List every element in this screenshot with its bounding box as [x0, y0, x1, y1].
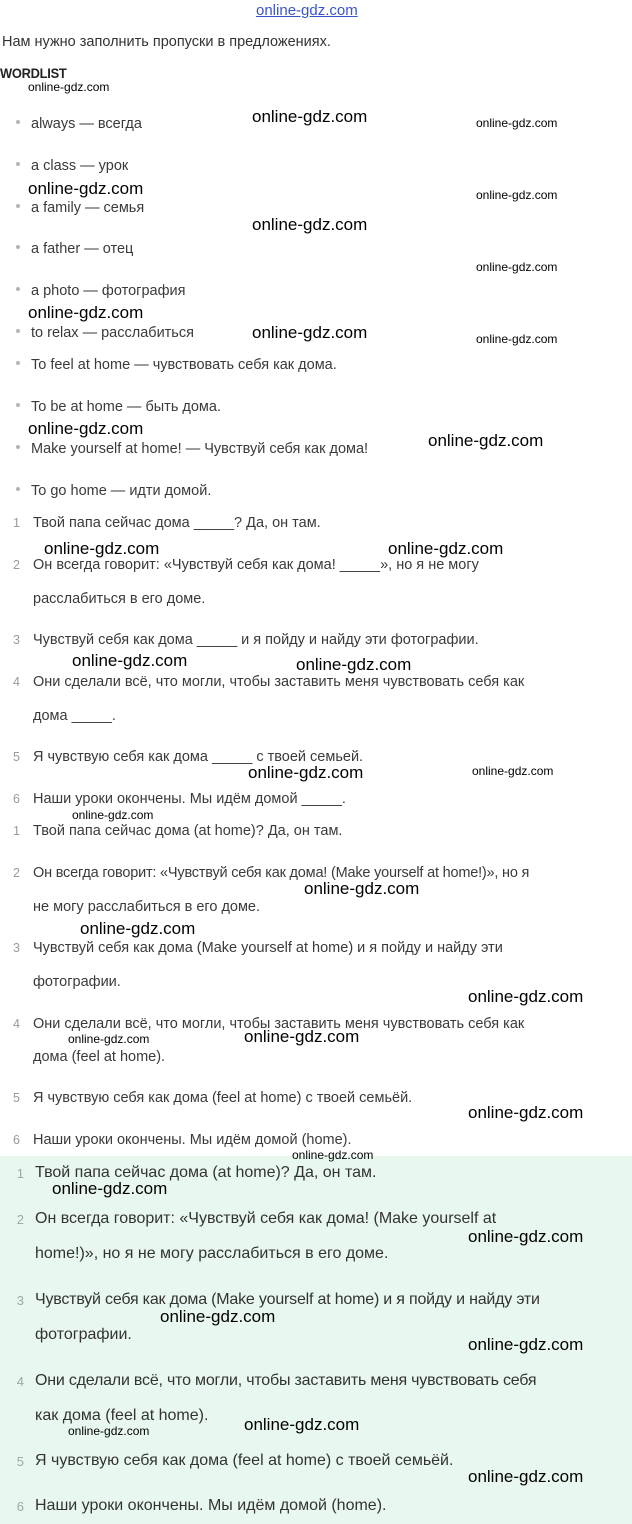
answer-line: Наши уроки окончены. Мы идём домой (home). [33, 1132, 352, 1148]
watermark: online-gdz.com [44, 539, 160, 558]
bullet-icon [16, 487, 20, 491]
answer-line: Чувствуй себя как дома (Make yourself at home) и я пойду и найду эти [35, 1291, 540, 1308]
watermark: online-gdz.com [468, 1103, 584, 1122]
watermark: online-gdz.com [72, 651, 188, 670]
answer-line: Я чувствую себя как дома (feel at home) с твоей семьёй. [35, 1452, 454, 1469]
answer-number: 2 [16, 1212, 24, 1227]
answer-line: как дома (feel at home). [35, 1407, 209, 1424]
watermark: online-gdz.com [80, 919, 196, 938]
bullet-icon [16, 329, 20, 333]
bullet-icon [16, 403, 20, 407]
watermark: online-gdz.com [28, 419, 144, 438]
answer-line: фотографии. [35, 1326, 132, 1343]
wordlist-item [16, 483, 211, 499]
bullet-icon [16, 445, 20, 449]
wordlist-item [16, 357, 337, 373]
wordlist-item-text: always — всегда [31, 116, 142, 132]
watermark: online-gdz.com [160, 1307, 276, 1326]
watermark: online-gdz.com [476, 260, 558, 274]
exercise-line: расслабиться в его доме. [33, 591, 206, 607]
answer-number: 1 [16, 1166, 24, 1181]
watermark: online-gdz.com [468, 987, 584, 1006]
watermark: online-gdz.com [428, 431, 544, 450]
wordlist-item-text: Make yourself at home! — Чувствуй себя как дома! [31, 441, 369, 457]
wordlist-item-text: a photo — фотография [31, 283, 186, 299]
answer-line: Твой папа сейчас дома (at home)? Да, он там. [35, 1164, 377, 1181]
wordlist-item [16, 283, 185, 299]
wordlist-item [16, 116, 142, 132]
answer-number: 6 [13, 1133, 20, 1147]
watermark: online-gdz.com [72, 808, 154, 822]
bullet-icon [16, 120, 20, 124]
exercise-line: Я чувствую себя как дома _____ с твоей семьей. [33, 749, 364, 765]
answer-line: фотографии. [33, 974, 121, 990]
answer-line: не могу расслабиться в его доме. [33, 899, 261, 915]
wordlist-item [16, 200, 144, 216]
exercise-line: Они сделали всё, что могли, чтобы заставить меня чувствовать себя как [33, 674, 525, 690]
answer-line: Чувствуй себя как дома (Make yourself at home) и я пойду и найду эти [33, 940, 503, 956]
bullet-icon [16, 245, 20, 249]
exercise-number: 1 [13, 516, 20, 530]
exercise-line: Чувствуй себя как дома _____ и я пойду и найду эти фотографии. [33, 632, 479, 648]
wordlist-item-text: a father — отец [31, 241, 134, 257]
exercise-number: 4 [13, 675, 20, 689]
wordlist-item-text: To feel at home — чувствовать себя как дома. [31, 357, 337, 373]
watermark: online-gdz.com [244, 1027, 360, 1046]
exercise-line: дома _____. [33, 708, 116, 724]
exercise-line: Он всегда говорит: «Чувствуй себя как дома! _____», но я не могу [33, 557, 479, 573]
site-link[interactable]: online-gdz.com [256, 2, 358, 19]
exercise-number: 2 [13, 558, 20, 572]
intro-text: Нам нужно заполнить пропуски в предложениях. [2, 34, 331, 50]
watermark: online-gdz.com [292, 1148, 374, 1162]
exercise-line: Твой папа сейчас дома _____? Да, он там. [33, 515, 321, 531]
bullet-icon [16, 287, 20, 291]
answer-number: 5 [13, 1091, 20, 1105]
answer-line: Они сделали всё, что могли, чтобы заставить меня чувствовать себя как [33, 1016, 525, 1032]
watermark: online-gdz.com [468, 1227, 584, 1246]
watermark: online-gdz.com [68, 1424, 150, 1438]
bullet-icon [16, 162, 20, 166]
watermark: online-gdz.com [252, 323, 368, 342]
bullet-icon [16, 361, 20, 365]
answer-number: 6 [16, 1499, 24, 1514]
answer-line: Он всегда говорит: «Чувствуй себя как дома! (Make yourself at [35, 1210, 497, 1227]
watermark: online-gdz.com [304, 879, 420, 898]
exercise-number: 5 [13, 750, 20, 764]
answer-number: 3 [13, 941, 20, 955]
watermark: online-gdz.com [244, 1415, 360, 1434]
wordlist-item-text: a family — семья [31, 200, 145, 216]
answer-number: 1 [13, 824, 20, 838]
watermark: online-gdz.com [28, 179, 144, 198]
wordlist-item-text: a class — урок [31, 158, 129, 174]
watermark: online-gdz.com [388, 539, 504, 558]
answer-line: home!)», но я не могу расслабиться в его доме. [35, 1245, 389, 1262]
watermark: online-gdz.com [472, 764, 554, 778]
wordlist-item [16, 325, 194, 341]
answer-number: 4 [13, 1017, 20, 1031]
answer-line: Твой папа сейчас дома (at home)? Да, он там. [33, 823, 343, 839]
wordlist-item [16, 158, 128, 174]
bullet-icon [16, 204, 20, 208]
watermark: online-gdz.com [296, 655, 412, 674]
wordlist-item [16, 441, 368, 457]
watermark: online-gdz.com [468, 1335, 584, 1354]
watermark: online-gdz.com [28, 303, 144, 322]
answer-line: Они сделали всё, что могли, чтобы заставить меня чувствовать себя [35, 1372, 537, 1389]
watermark: online-gdz.com [476, 116, 558, 130]
watermark: online-gdz.com [248, 763, 364, 782]
exercise-number: 6 [13, 792, 20, 806]
wordlist-item-text: to relax — расслабиться [31, 325, 194, 341]
answer-line: Он всегда говорит: «Чувствуй себя как дома! (Make yourself at home!)», но я [33, 865, 530, 881]
answer-line: Я чувствую себя как дома (feel at home) с твоей семьёй. [33, 1090, 413, 1106]
answer-number: 2 [13, 866, 20, 880]
watermark: online-gdz.com [52, 1179, 168, 1198]
watermark: online-gdz.com [28, 80, 110, 94]
watermark: online-gdz.com [468, 1467, 584, 1486]
answer-line: Наши уроки окончены. Мы идём домой (home). [35, 1497, 387, 1514]
answer-line: дома (feel at home). [33, 1049, 166, 1065]
exercise-line: Наши уроки окончены. Мы идём домой _____. [33, 791, 346, 807]
answer-number: 5 [16, 1454, 24, 1469]
wordlist-item-text: To be at home — быть дома. [31, 399, 221, 415]
exercise-number: 3 [13, 633, 20, 647]
wordlist-item [16, 399, 221, 415]
wordlist-item-text: To go home — идти домой. [31, 483, 212, 499]
wordlist-title: WORDLIST [0, 65, 67, 81]
watermark: online-gdz.com [476, 188, 558, 202]
watermark: online-gdz.com [252, 215, 368, 234]
watermark: online-gdz.com [68, 1032, 150, 1046]
answer-number: 4 [16, 1374, 24, 1389]
wordlist-item [16, 241, 133, 257]
watermark: online-gdz.com [476, 332, 558, 346]
watermark: online-gdz.com [252, 107, 368, 126]
answer-number: 3 [16, 1293, 24, 1308]
